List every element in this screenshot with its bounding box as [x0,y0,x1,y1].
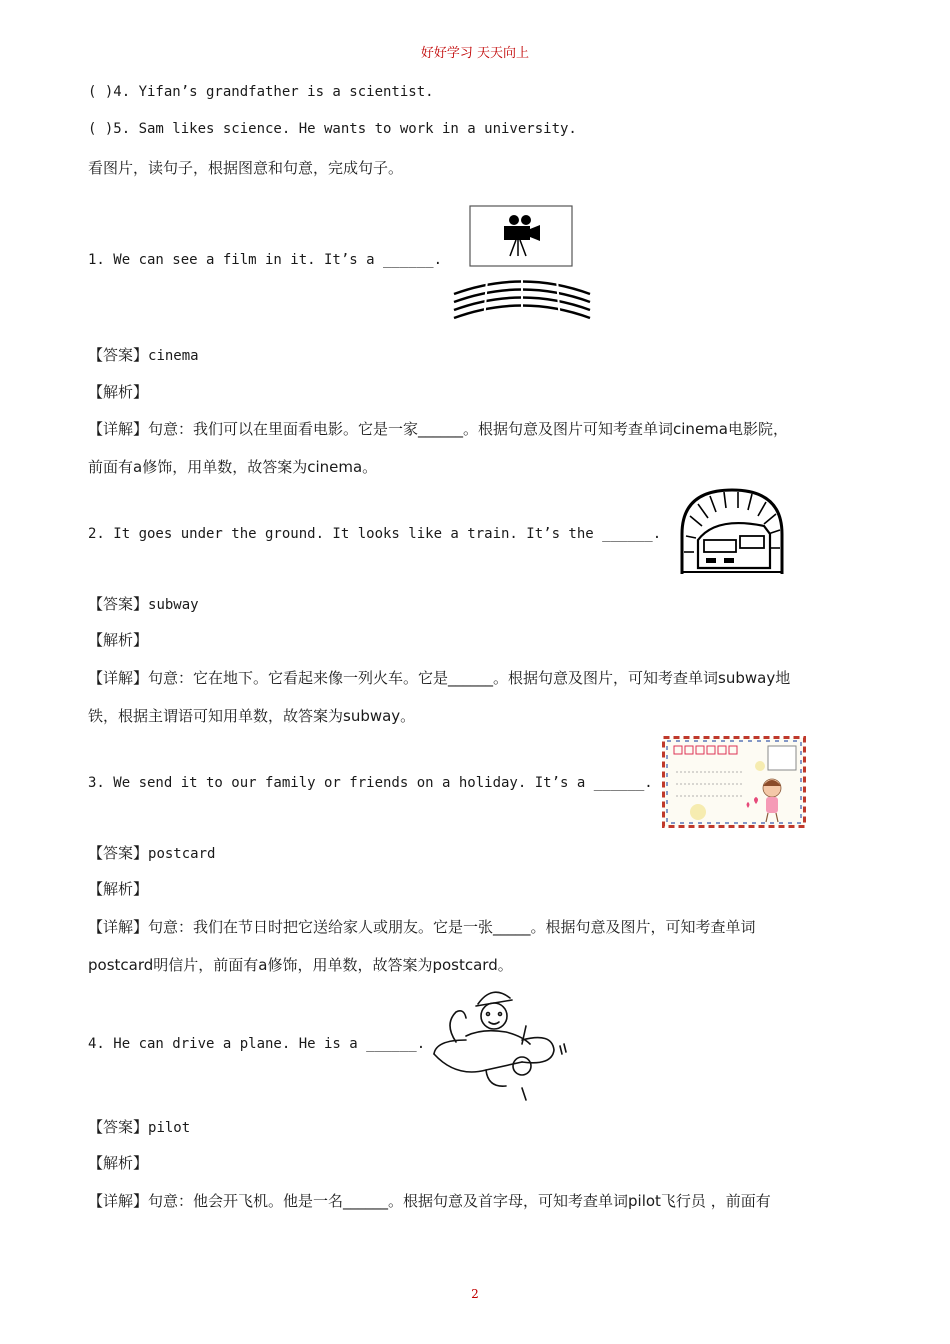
detail-text: 句意：它在地下。它看起来像一列火车。它是______。根据句意及图片，可知考查单词subway地 [148,669,791,687]
answer-row-1 [88,344,199,365]
answer-row-4 [88,1116,190,1137]
answer-value: subway [148,597,199,613]
answer-value: postcard [148,846,216,862]
detail-text: 句意：我们可以在里面看电影。它是一家______。根据句意及图片可知考查单词cinema电影院， [148,420,788,438]
judge-item-4: ( )4. Yifan’s grandfather is a scientist. [88,84,434,100]
judge-item-5: ( )5. Sam likes science. He wants to work in a university. [88,121,577,137]
question-1-prompt: 1. We can see a film in it. It’s a ______. [88,252,443,268]
detail-tag: 【详解】 [88,918,149,936]
answer-tag: 【答案】 [88,844,149,862]
detail-text: postcard明信片，前面有a修饰，用单数，故答案为postcard。 [88,956,513,974]
detail-tag: 【详解】 [88,669,149,687]
detail-text: 句意：他会开飞机。他是一名______。根据句意及首字母，可知考查单词pilot飞行员 ，前面有 [148,1192,771,1210]
answer-value: cinema [148,348,199,364]
analysis-tag: 【解析】 [88,1154,149,1172]
detail-row-4 [88,1190,771,1211]
cinema-picture [452,204,592,326]
detail-text: 铁，根据主谓语可知用单数，故答案为subway。 [88,707,416,725]
analysis-tag: 【解析】 [88,631,149,649]
detail-row-2 [88,667,790,688]
question-4-prompt: 4. He can drive a plane. He is a ______. [88,1036,426,1052]
analysis-tag: 【解析】 [88,880,149,898]
answer-tag: 【答案】 [88,346,149,364]
detail-tag: 【详解】 [88,1192,149,1210]
postcard-picture [662,736,806,828]
detail-text: 句意：我们在节日时把它送给家人或朋友。它是一张_____。根据句意及图片，可知考查单词 [148,918,756,936]
answer-row-2 [88,593,199,614]
pilot-picture [426,982,572,1102]
answer-tag: 【答案】 [88,1118,149,1136]
detail-row-1 [88,418,788,439]
answer-tag: 【答案】 [88,595,149,613]
instruction: 看图片，读句子，根据图意和句意，完成句子。 [88,159,404,177]
answer-value: pilot [148,1120,191,1136]
question-2-prompt: 2. It goes under the ground. It looks like a train. It’s the ______. [88,526,662,542]
detail-row-3 [88,916,756,937]
answer-row-3 [88,842,215,863]
page-header: 好好学习 天天向上 [420,46,530,61]
subway-picture [676,486,788,578]
detail-tag: 【详解】 [88,420,149,438]
analysis-tag: 【解析】 [88,383,149,401]
detail-text: 前面有a修饰，用单数，故答案为cinema。 [88,458,378,476]
page-number: 2 [471,1287,479,1301]
question-3-prompt: 3. We send it to our family or friends on a holiday. It’s a ______. [88,775,653,791]
